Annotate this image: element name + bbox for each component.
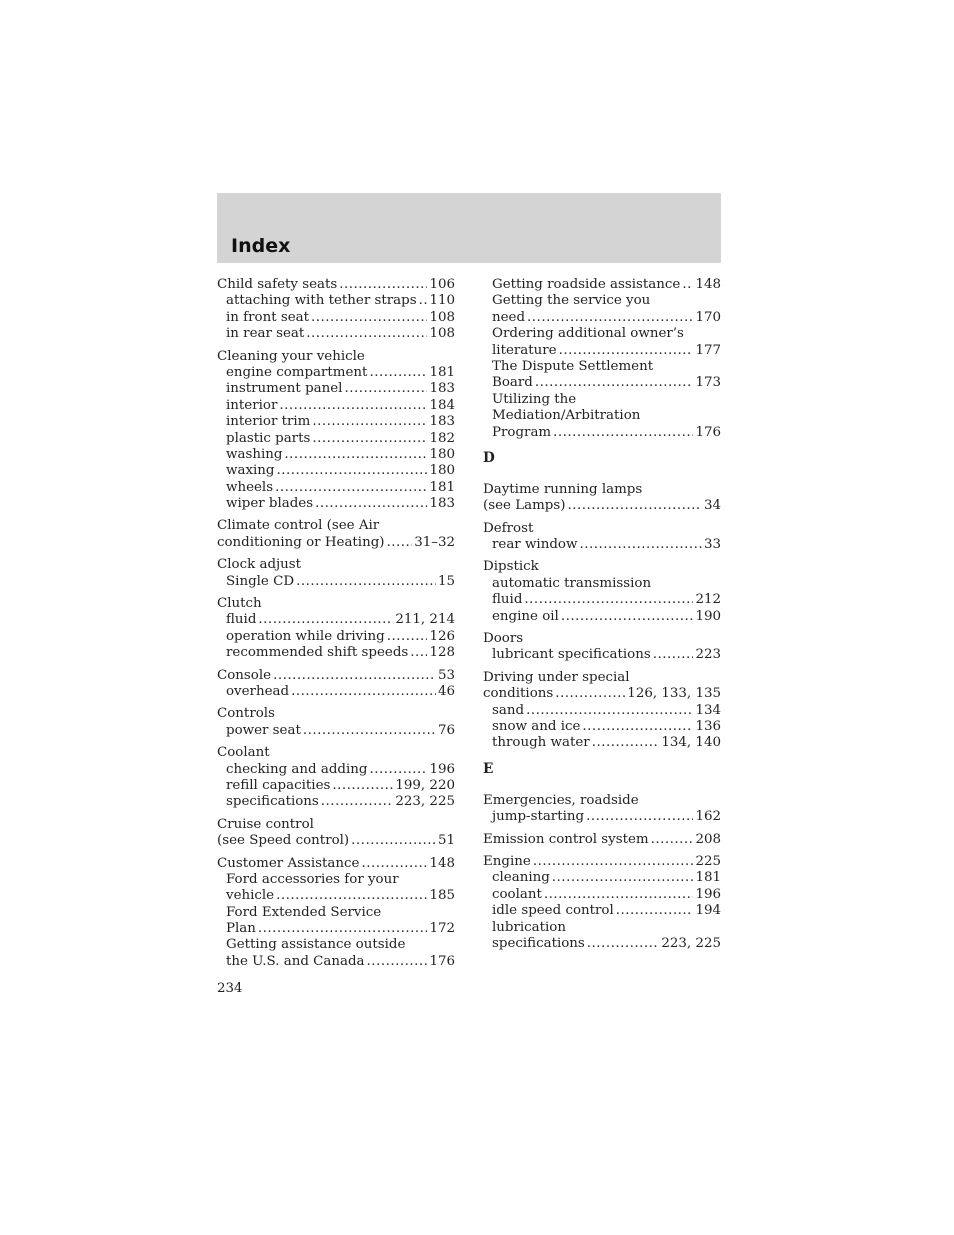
index-subentry (217, 414, 455, 430)
index-page-ref: 180 (429, 463, 455, 479)
index-entry (483, 670, 721, 686)
index-entry-text: instrument panel (226, 381, 343, 397)
index-subentry (483, 936, 721, 952)
index-subentry (217, 326, 455, 342)
index-entry-text: Defrost (483, 520, 534, 536)
dot-leader (303, 723, 436, 739)
index-entry-text: Climate control (see Air (217, 518, 380, 534)
index-subentry (217, 921, 455, 937)
dot-leader (587, 936, 660, 952)
index-entry-text: power seat (226, 722, 301, 738)
index-page-ref: 126, 133, 135 (627, 686, 721, 702)
dot-leader (592, 735, 660, 751)
index-page-ref: 196 (429, 761, 455, 777)
dot-leader (321, 794, 394, 810)
dot-leader (351, 833, 436, 849)
index-subentry (483, 408, 721, 424)
index-subentry (483, 609, 721, 625)
index-entry-text: through water (492, 735, 590, 751)
index-subentry (483, 647, 721, 663)
index-entry (483, 631, 721, 647)
index-entry (217, 557, 455, 573)
index-page-ref: 106 (429, 277, 455, 292)
index-page-ref: 53 (437, 667, 455, 683)
index-entry (217, 745, 455, 761)
index-subentry (483, 343, 721, 359)
dot-leader (339, 277, 427, 293)
index-entry (217, 706, 455, 722)
index-entry-text: interior trim (226, 414, 311, 430)
index-entry (483, 793, 721, 809)
index-subentry (217, 684, 455, 700)
index-entry-text: lubricant specifications (492, 647, 651, 663)
index-page-ref: 76 (437, 722, 455, 738)
index-entry-text: Ordering additional owner’s (492, 326, 684, 342)
index-page-ref: 181 (695, 870, 721, 886)
index-page-ref: 173 (695, 375, 721, 391)
dot-leader (344, 381, 427, 397)
index-entry-text: Daytime running lamps (483, 481, 643, 497)
index-entry (217, 817, 455, 833)
index-page-ref: 128 (429, 645, 455, 661)
index-header-band (217, 193, 721, 263)
index-page-ref: 31–32 (414, 534, 455, 550)
index-page-ref: 223, 225 (395, 794, 455, 810)
index-page-ref: 108 (429, 326, 455, 342)
index-entry-text: wheels (226, 479, 274, 495)
index-subentry (217, 937, 455, 953)
index-subentry (483, 392, 721, 408)
index-subentry (217, 381, 455, 397)
index-entry-text: in rear seat (226, 326, 305, 342)
dot-leader (361, 856, 427, 872)
index-entry-text: Getting roadside assistance (492, 277, 681, 292)
index-entry-text: (see Lamps) (483, 498, 566, 514)
index-entry-text: Plan (226, 921, 256, 937)
index-entry-text: cleaning (492, 870, 550, 886)
index-page-ref: 225 (695, 853, 721, 869)
dot-leader (279, 398, 427, 414)
dot-leader (526, 703, 693, 719)
dot-leader (315, 496, 427, 512)
index-entry-text: Clock adjust (217, 557, 302, 573)
index-entry-text: refill capacities (226, 777, 331, 793)
index-entry-text: attaching with tether straps (226, 293, 417, 309)
index-subentry (483, 920, 721, 936)
index-subentry (217, 645, 455, 661)
index-subentry (217, 629, 455, 645)
index-entry (217, 535, 455, 551)
index-page-ref: 199, 220 (395, 777, 455, 793)
index-subentry (483, 870, 721, 886)
index-entry-text: Emission control system (483, 831, 649, 847)
index-entry-text: need (492, 309, 526, 325)
dot-leader (387, 535, 413, 551)
index-page-ref: 183 (429, 381, 455, 397)
index-entry (217, 277, 455, 293)
dot-leader (559, 343, 694, 359)
dot-leader (653, 647, 694, 663)
index-entry-text: checking and adding (226, 761, 368, 777)
index-entry-text: Board (492, 375, 533, 391)
index-page-ref: 177 (695, 342, 721, 358)
index-page-ref: 223, 225 (661, 935, 721, 951)
index-section-letter: D (483, 449, 495, 466)
index-page-ref: 223 (695, 647, 721, 663)
index-subentry (483, 359, 721, 375)
index-entry-text: Ford Extended Service (226, 904, 382, 920)
index-column-left (217, 277, 455, 970)
index-subentry (217, 463, 455, 479)
dot-leader (410, 645, 427, 661)
index-entry-text: Single CD (226, 573, 295, 589)
index-page-ref: 110 (429, 293, 455, 309)
index-entry-text: Doors (483, 631, 524, 647)
index-entry-text: wiper blades (226, 496, 314, 512)
index-entry-text: jump-starting (492, 809, 585, 825)
index-page-ref: 126 (429, 628, 455, 644)
index-entry-text: Customer Assistance (217, 855, 360, 871)
dot-leader (311, 310, 427, 326)
index-subentry (217, 398, 455, 414)
dot-leader (258, 921, 428, 937)
index-subentry (217, 496, 455, 512)
index-entry-text: recommended shift speeds (226, 645, 409, 661)
index-entry-text: washing (226, 446, 283, 462)
dot-leader (276, 463, 427, 479)
index-entry-text: engine compartment (226, 364, 368, 380)
index-entry-text: snow and ice (492, 718, 581, 734)
index-page-ref: 182 (429, 430, 455, 446)
index-page-ref: 172 (429, 921, 455, 937)
index-entry-text: Ford accessories for your (226, 871, 399, 887)
index-page-ref: 15 (437, 573, 455, 589)
dot-leader (387, 629, 428, 645)
index-entry-text: automatic transmission (492, 575, 652, 591)
index-subentry (483, 809, 721, 825)
index-subentry (483, 537, 721, 553)
index-subentry (483, 310, 721, 326)
index-subentry (483, 277, 721, 293)
index-subentry (217, 762, 455, 778)
dot-leader (291, 684, 436, 700)
index-page-ref: 162 (695, 809, 721, 825)
dot-leader (527, 310, 693, 326)
index-page-ref: 194 (695, 903, 721, 919)
index-entry-text: fluid (492, 592, 523, 608)
index-entry (217, 856, 455, 872)
index-entry (483, 482, 721, 498)
dot-leader (561, 609, 694, 625)
index-entry-text: conditions (483, 686, 554, 702)
index-page-ref: 134, 140 (661, 735, 721, 751)
dot-leader (312, 414, 427, 430)
dot-leader (369, 762, 427, 778)
index-entry-text: Getting the service you (492, 293, 651, 309)
index-subentry (217, 293, 455, 309)
index-subentry (483, 375, 721, 391)
index-entry-text: conditioning or Heating) (217, 534, 385, 550)
index-entry-text: fluid (226, 612, 257, 628)
index-subentry (217, 574, 455, 590)
dot-leader (555, 686, 625, 702)
index-entry-text: Controls (217, 706, 275, 722)
index-entry-text: operation while driving (226, 628, 385, 644)
index-page-ref: 183 (429, 496, 455, 512)
index-entry-text: in front seat (226, 309, 310, 325)
index-entry-text: idle speed control (492, 903, 614, 919)
index-subentry (217, 794, 455, 810)
index-entry-text: Cruise control (217, 816, 314, 832)
dot-leader (367, 954, 428, 970)
index-entry-text: Engine (483, 853, 531, 869)
index-page-ref: 212 (695, 592, 721, 608)
index-page-ref: 190 (695, 608, 721, 624)
index-subentry (217, 365, 455, 381)
dot-leader (312, 431, 427, 447)
index-subentry (483, 719, 721, 735)
index-entry (217, 596, 455, 612)
index-subentry (483, 887, 721, 903)
index-subentry (483, 592, 721, 608)
index-page-ref: 136 (695, 718, 721, 734)
index-entry-text: The Dispute Settlement (492, 358, 654, 374)
dot-leader (332, 778, 393, 794)
dot-leader (258, 612, 393, 628)
index-entry-text: sand (492, 702, 525, 718)
index-page-ref: 180 (429, 446, 455, 462)
index-subentry (217, 480, 455, 496)
index-subentry (217, 954, 455, 970)
dot-leader (544, 887, 694, 903)
index-entry-text: Coolant (217, 745, 270, 761)
dot-leader (616, 903, 694, 919)
index-subentry (483, 735, 721, 751)
index-entry-text: rear window (492, 537, 578, 553)
index-page-ref: 134 (695, 702, 721, 718)
index-page-ref: 148 (695, 277, 721, 292)
index-entry (483, 854, 721, 870)
index-entry-text: interior (226, 397, 278, 413)
dot-leader (524, 592, 693, 608)
index-section-letter: E (483, 760, 494, 777)
index-entry (483, 686, 721, 702)
dot-leader (553, 425, 693, 441)
index-entry-text: waxing (226, 463, 275, 479)
page-title: Index (231, 235, 291, 257)
index-subentry (217, 447, 455, 463)
index-entry-text: literature (492, 342, 557, 358)
dot-leader (273, 668, 436, 684)
index-subentry (217, 310, 455, 326)
dot-leader (586, 809, 693, 825)
index-subentry (483, 326, 721, 342)
index-page-ref: 176 (695, 424, 721, 440)
dot-leader (567, 498, 702, 514)
index-entry (217, 518, 455, 534)
index-entry-text: Utilizing the (492, 391, 577, 407)
index-page-ref: 51 (437, 833, 455, 849)
index-entry-text: coolant (492, 886, 542, 902)
dot-leader (579, 537, 702, 553)
index-page-ref: 34 (703, 498, 721, 514)
index-entry-text: plastic parts (226, 430, 311, 446)
index-page-ref: 108 (429, 309, 455, 325)
index-page-ref: 176 (429, 953, 455, 969)
index-entry-text: (see Speed control) (217, 833, 350, 849)
index-entry-text: specifications (226, 794, 319, 810)
index-subentry (217, 888, 455, 904)
index-entry-text: Child safety seats (217, 277, 338, 292)
dot-leader (533, 854, 694, 870)
page-number: 234 (217, 981, 243, 996)
dot-leader (682, 277, 693, 293)
index-subentry (483, 703, 721, 719)
index-entry (483, 498, 721, 514)
index-entry-text: Dipstick (483, 559, 539, 575)
dot-leader (582, 719, 693, 735)
index-entry-text: vehicle (226, 888, 275, 904)
index-entry-text: Getting assistance outside (226, 937, 406, 953)
index-page-ref: 208 (695, 831, 721, 847)
index-subentry (483, 576, 721, 592)
dot-leader (651, 832, 694, 848)
index-entry (483, 832, 721, 848)
index-entry (483, 521, 721, 537)
index-entry-text: Program (492, 424, 552, 440)
dot-leader (419, 293, 428, 309)
index-page-ref: 211, 214 (395, 612, 455, 628)
index-entry (483, 559, 721, 575)
index-entry-text: Console (217, 667, 272, 683)
index-entry-text: the U.S. and Canada (226, 953, 365, 969)
index-entry (217, 833, 455, 849)
index-entry (217, 668, 455, 684)
index-subentry (483, 903, 721, 919)
index-entry-text: Clutch (217, 596, 262, 612)
dot-leader (535, 375, 694, 391)
index-entry-text: engine oil (492, 608, 559, 624)
index-entry-text: specifications (492, 935, 585, 951)
index-page-ref: 183 (429, 414, 455, 430)
index-subentry (483, 425, 721, 441)
index-entry-text: Driving under special (483, 669, 630, 685)
index-subentry (217, 872, 455, 888)
dot-leader (306, 326, 427, 342)
dot-leader (284, 447, 427, 463)
dot-leader (552, 870, 694, 886)
index-entry-text: Cleaning your vehicle (217, 348, 365, 364)
index-subentry (217, 723, 455, 739)
index-page-ref: 170 (695, 309, 721, 325)
index-page-ref: 148 (429, 855, 455, 871)
index-entry-text: lubrication (492, 919, 566, 935)
index-subentry (217, 612, 455, 628)
index-subentry (217, 778, 455, 794)
dot-leader (276, 888, 427, 904)
index-subentry (483, 293, 721, 309)
dot-leader (296, 574, 436, 590)
index-entry-text: overhead (226, 683, 290, 699)
index-page-ref: 185 (429, 888, 455, 904)
index-page-ref: 181 (429, 364, 455, 380)
index-column-right (483, 277, 721, 952)
index-page-ref: 184 (429, 397, 455, 413)
index-page-ref: 196 (695, 886, 721, 902)
index-page-ref: 33 (703, 537, 721, 553)
index-entry-text: Mediation/Arbitration (492, 408, 641, 424)
index-subentry (217, 431, 455, 447)
dot-leader (369, 365, 427, 381)
index-page-ref: 46 (437, 683, 455, 699)
index-entry (217, 349, 455, 365)
dot-leader (275, 480, 427, 496)
index-subentry (217, 905, 455, 921)
index-entry-text: Emergencies, roadside (483, 792, 639, 808)
index-page-ref: 181 (429, 479, 455, 495)
